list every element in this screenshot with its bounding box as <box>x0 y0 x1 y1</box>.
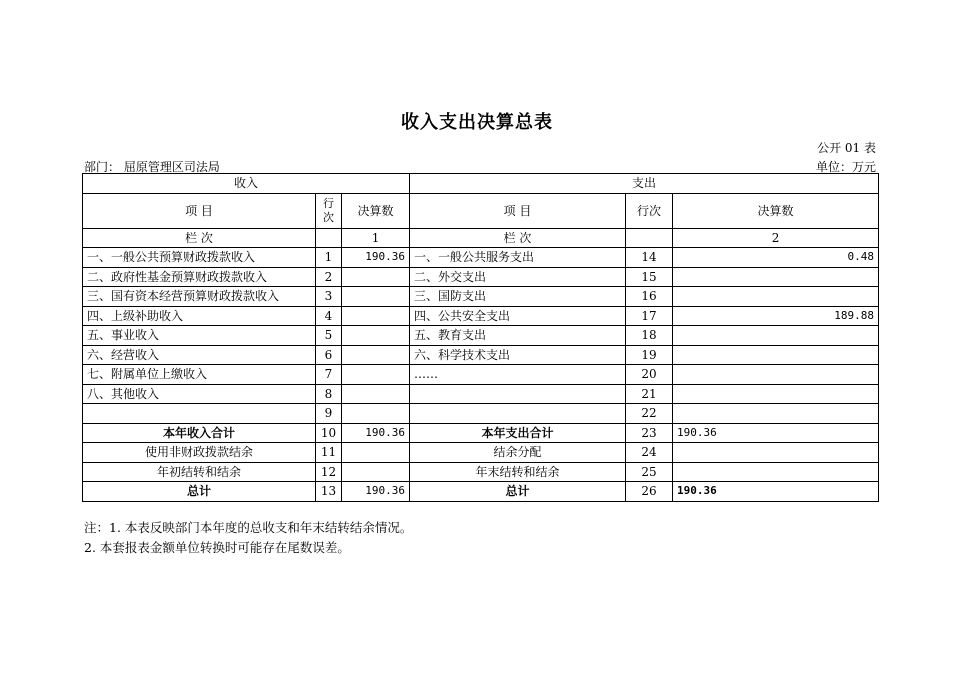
table-row <box>83 384 879 404</box>
expense-rownum-header: 行次 <box>626 193 673 228</box>
expense-item-header: 项 目 <box>410 193 626 228</box>
expense-rownum: 21 <box>626 384 673 404</box>
expense-rownum: 14 <box>626 248 673 268</box>
expense-item: …… <box>410 365 626 385</box>
expense-rownum: 15 <box>626 267 673 287</box>
expense-col-number: 2 <box>673 228 879 248</box>
expense-rownum: 16 <box>626 287 673 307</box>
income-amount <box>342 345 410 365</box>
income-item-header: 项 目 <box>83 193 316 228</box>
income-amount: 190.36 <box>342 482 410 502</box>
income-lanci-label: 栏 次 <box>83 228 316 248</box>
income-rownum: 8 <box>316 384 342 404</box>
expense-amount <box>673 326 879 346</box>
income-rownum: 9 <box>316 404 342 424</box>
income-amount <box>342 462 410 482</box>
table-row <box>83 248 879 268</box>
income-amount <box>342 326 410 346</box>
expense-rownum: 25 <box>626 462 673 482</box>
table-row <box>83 423 879 443</box>
income-item: 年初结转和结余 <box>83 462 316 482</box>
income-rownum: 6 <box>316 345 342 365</box>
report-title: 收入支出决算总表 <box>401 112 553 133</box>
expense-amount <box>673 384 879 404</box>
expense-amount <box>673 443 879 463</box>
income-item: 七、附属单位上缴收入 <box>83 365 316 385</box>
table-row <box>83 365 879 385</box>
expense-amount: 190.36 <box>673 482 879 502</box>
expense-amount <box>673 365 879 385</box>
header-row-columns <box>83 193 879 228</box>
expense-amount-header: 决算数 <box>673 193 879 228</box>
expense-rownum: 24 <box>626 443 673 463</box>
rownum-header-line1: 行 <box>323 196 334 210</box>
income-rownum: 12 <box>316 462 342 482</box>
expense-item: 一、一般公共服务支出 <box>410 248 626 268</box>
table-row <box>83 267 879 287</box>
expense-lanci-label: 栏 次 <box>410 228 626 248</box>
income-item: 三、国有资本经营预算财政拨款收入 <box>83 287 316 307</box>
expense-section-header: 支出 <box>410 174 879 194</box>
table-row <box>83 287 879 307</box>
income-rownum: 1 <box>316 248 342 268</box>
income-item: 总计 <box>83 482 316 502</box>
income-item: 使用非财政拨款结余 <box>83 443 316 463</box>
income-amount <box>342 384 410 404</box>
expense-rownum: 17 <box>626 306 673 326</box>
income-item: 八、其他收入 <box>83 384 316 404</box>
header-row-lanci <box>83 228 879 248</box>
expense-amount <box>673 267 879 287</box>
form-number: 公开 01 表 <box>817 141 876 155</box>
income-rownum: 7 <box>316 365 342 385</box>
income-item: 四、上级补助收入 <box>83 306 316 326</box>
expense-item: 本年支出合计 <box>410 423 626 443</box>
income-rownum: 13 <box>316 482 342 502</box>
expense-item: 总计 <box>410 482 626 502</box>
unit-label: 单位：万元 <box>815 160 876 174</box>
income-rownum-header <box>316 193 342 228</box>
expense-amount: 190.36 <box>673 423 879 443</box>
income-item <box>83 404 316 424</box>
expense-lanci-empty <box>626 228 673 248</box>
expense-amount <box>673 462 879 482</box>
income-amount <box>342 404 410 424</box>
income-expense-table <box>82 173 879 502</box>
expense-rownum: 18 <box>626 326 673 346</box>
income-item: 六、经营收入 <box>83 345 316 365</box>
notes <box>84 518 412 558</box>
expense-item <box>410 384 626 404</box>
income-rownum: 2 <box>316 267 342 287</box>
table-row <box>83 326 879 346</box>
income-item: 五、事业收入 <box>83 326 316 346</box>
income-amount: 190.36 <box>342 423 410 443</box>
income-amount: 190.36 <box>342 248 410 268</box>
expense-item: 五、教育支出 <box>410 326 626 346</box>
income-amount <box>342 267 410 287</box>
header-row-sections <box>83 174 879 194</box>
income-rownum: 5 <box>316 326 342 346</box>
table-row <box>83 404 879 424</box>
income-amount <box>342 287 410 307</box>
expense-item: 六、科学技术支出 <box>410 345 626 365</box>
expense-item: 二、外交支出 <box>410 267 626 287</box>
income-lanci-empty <box>316 228 342 248</box>
income-rownum: 10 <box>316 423 342 443</box>
expense-item: 年末结转和结余 <box>410 462 626 482</box>
income-amount-header: 决算数 <box>342 193 410 228</box>
expense-rownum: 20 <box>626 365 673 385</box>
table-row <box>83 443 879 463</box>
table-row <box>83 345 879 365</box>
income-amount <box>342 365 410 385</box>
income-item: 二、政府性基金预算财政拨款收入 <box>83 267 316 287</box>
income-rownum: 4 <box>316 306 342 326</box>
note-line-2: 2. 本套报表金额单位转换时可能存在尾数误差。 <box>84 540 350 555</box>
income-item: 一、一般公共预算财政拨款收入 <box>83 248 316 268</box>
expense-rownum: 22 <box>626 404 673 424</box>
rownum-header-line2: 次 <box>323 210 334 224</box>
income-rownum: 11 <box>316 443 342 463</box>
expense-item: 三、国防支出 <box>410 287 626 307</box>
expense-amount: 189.88 <box>673 306 879 326</box>
expense-amount: 0.48 <box>673 248 879 268</box>
income-rownum: 3 <box>316 287 342 307</box>
department-label: 部门： 屈原管理区司法局 <box>84 160 220 174</box>
table-row <box>83 306 879 326</box>
expense-rownum: 26 <box>626 482 673 502</box>
income-col-number: 1 <box>342 228 410 248</box>
income-section-header: 收入 <box>83 174 410 194</box>
expense-amount <box>673 287 879 307</box>
table-row <box>83 482 879 502</box>
expense-item: 结余分配 <box>410 443 626 463</box>
expense-rownum: 19 <box>626 345 673 365</box>
expense-item: 四、公共安全支出 <box>410 306 626 326</box>
expense-amount <box>673 345 879 365</box>
income-amount <box>342 443 410 463</box>
note-line-1: 注：1. 本表反映部门本年度的总收支和年末结转结余情况。 <box>84 520 413 535</box>
income-item: 本年收入合计 <box>83 423 316 443</box>
table-row <box>83 462 879 482</box>
expense-rownum: 23 <box>626 423 673 443</box>
expense-amount <box>673 404 879 424</box>
expense-item <box>410 404 626 424</box>
income-amount <box>342 306 410 326</box>
